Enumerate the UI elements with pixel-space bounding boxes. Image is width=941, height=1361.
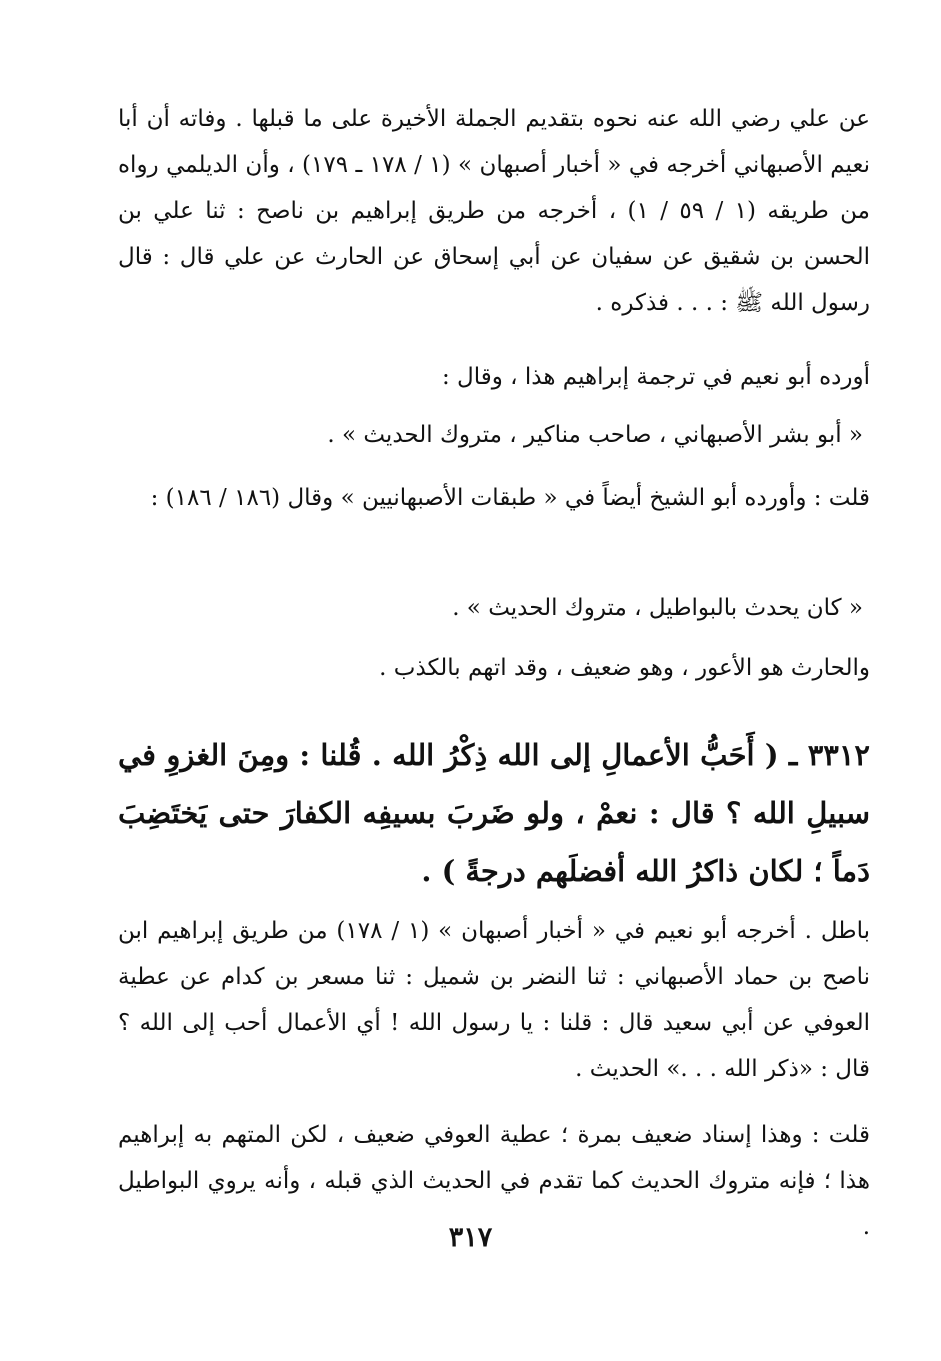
page-number: ٣١٧: [448, 1222, 493, 1253]
paragraph-batil: باطل . أخرجه أبو نعيم في « أخبار أصبهان » (١ / ١٧٨) من طريق إبراهيم ابن ناصح بن حماد الأصبهاني : ثنا النضر بن شميل : ثنا مسعر بن كدام عن عطية العوفي عن أبي سعيد قال : قلنا : يا رسول الله ! أي الأعمال أحب إلى الله ؟ قال : «ذكر الله . . .» الحديث .: [118, 918, 870, 1082]
paragraph-isnad-daif: قلت : وهذا إسناد ضعيف بمرة ؛ عطية العوفي ضعيف ، لكن المتهم به إبراهيم هذا ؛ فإنه متروك الحديث كما تقدم في الحديث الذي قبله ، وأنه يروي البواطيل .: [118, 1122, 870, 1240]
paragraph-takhrij: عن علي رضي الله عنه نحوه بتقديم الجملة الأخيرة على ما قبلها . وفاته أن أبا نعيم الأصبهاني أخرجه في « أخبار أصبهان » (١ / ١٧٨ ـ ١٧٩) ، وأن الديلمي رواه من طريقه (١ / ٥٩ / ١) ، أخرجه من طريق إبراهيم بن ناصح : ثنا علي بن الحسن بن شقيق عن سفيان عن أبي إسحاق عن الحارث عن علي قال : قال رسول الله ﷺ : . . . فذكره .: [118, 106, 870, 316]
paragraph-abu-nuaym: أورده أبو نعيم في ترجمة إبراهيم هذا ، وقال :: [441, 364, 870, 390]
paragraph-abu-al-shaykh: قلت : وأورده أبو الشيخ أيضاً في « طبقات الأصبهانيين » وقال (١٨٦ / ١٨٦) :: [150, 485, 870, 511]
paragraph-al-harith: والحارث هو الأعور ، وهو ضعيف ، وقد اتهم بالكذب .: [379, 655, 870, 681]
quote-abu-bishr: « أبو بشر الأصبهاني ، صاحب مناكير ، متروك الحديث » .: [327, 422, 863, 448]
hadith-3312-text: ٣٣١٢ ـ ( أَحَبُّ الأعمالِ إلى الله ذِكْرُ الله . قُلنا : ومِنَ الغزوِ في سبيلِ الله ؟ قال : نعمْ ، ولو ضَربَ بسيفِه الكفارَ حتى يَختَضِبَ دَماً ؛ لكان ذاكرُ الله أفضلَهم درجةً ) .: [118, 738, 870, 888]
quote-matruk: « كان يحدث بالبواطيل ، متروك الحديث » .: [452, 595, 863, 621]
